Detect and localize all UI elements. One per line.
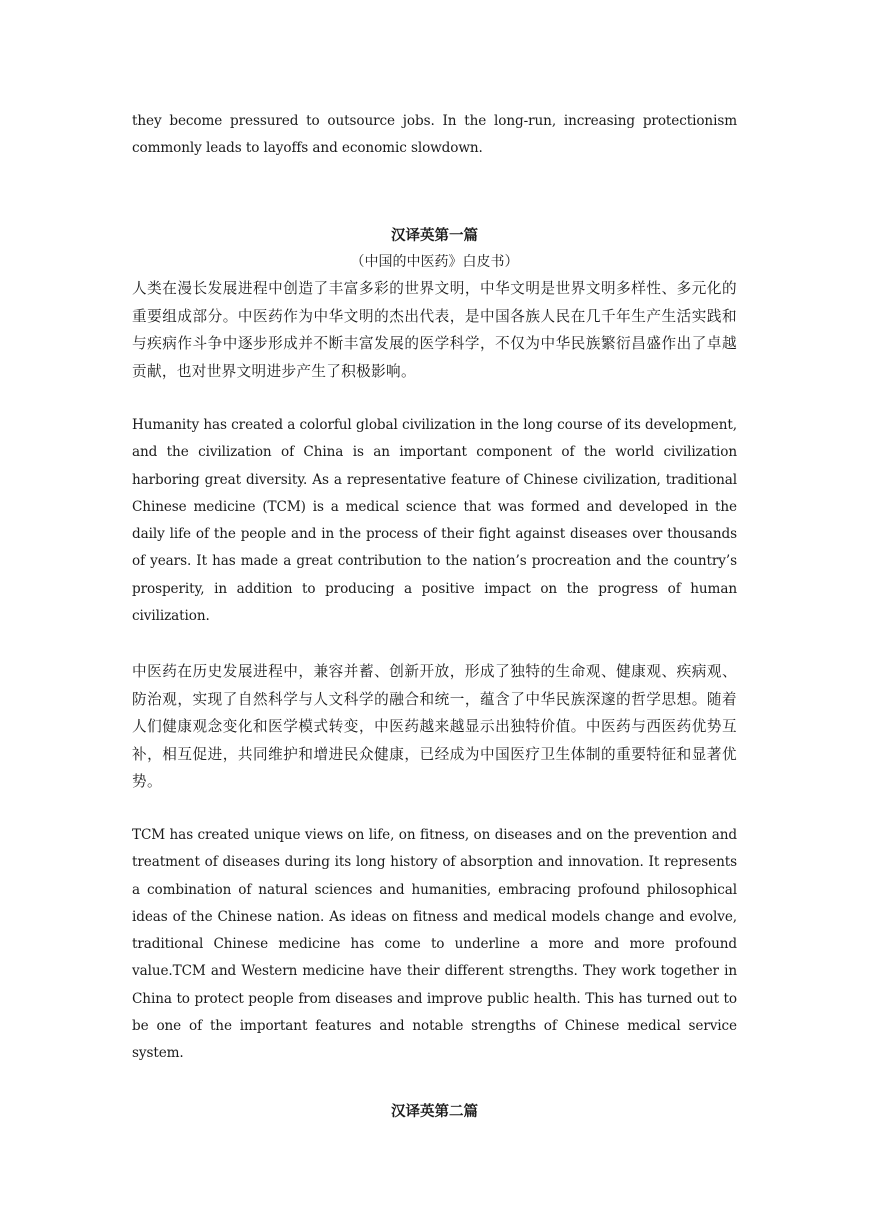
section-1-en-paragraph-2: TCM has created unique views on life, on fitness, on diseases and on the prevention and treatment of diseases during its long history of absorption and innovation. It represents a combination of natural sciences and humanities, embracing profound philosophical ideas of the Chinese nation. As ideas on fitness and medical models change and evolve, traditional Chinese medicine has come to underline a more and more profound value.TCM and Western medicine have their different strengths. They work together in China to protect people from diseases and improve public health. This has turned out to be one of the important features and notable strengths of Chinese medical service system. <box>132 827 737 1062</box>
intro-paragraph: they become pressured to outsource jobs. In the long-run, increasing protectionism commonly leads to layoffs and economic slowdown. <box>132 113 737 157</box>
section-1-subtitle: （中国的中医药》白皮书） <box>350 254 519 270</box>
section-1-en-paragraph-1: Humanity has created a colorful global civilization in the long course of its development, and the civilization of China is an important component of the world civilization harboring great diversity. As a representative feature of Chinese civilization, traditional Chinese medicine (TCM) is a medical science that was formed and developed in the daily life of the people and in the process of their fight against diseases over thousands of years. It has made a great contribution to the nation’s procreation and the country’s prosperity, in addition to producing a positive impact on the progress of human civilization. <box>132 417 737 625</box>
section-2-title: 汉译英第二篇 <box>391 1104 478 1120</box>
section-1-zh-paragraph-2: 中医药在历史发展进程中，兼容并蓄、创新开放，形成了独特的生命观、健康观、疾病观、防治观，实现了自然科学与人文科学的融合和统一，蕴含了中华民族深邃的哲学思想。随着人们健康观念变化和医学模式转变，中医药越来越显示出独特价值。中医药与西医药优势互补，相互促进，共同维护和增进民众健康，已经成为中国医疗卫生体制的重要特征和显著优势。 <box>132 663 737 790</box>
section-1-title: 汉译英第一篇 <box>391 228 478 244</box>
section-1-zh-paragraph-1: 人类在漫长发展进程中创造了丰富多彩的世界文明，中华文明是世界文明多样性、多元化的重要组成部分。中医药作为中华文明的杰出代表，是中国各族人民在几千年生产生活实践和与疾病作斗争中逐步形成并不断丰富发展的医学科学，不仅为中华民族繁衍昌盛作出了卓越贡献，也对世界文明进步产生了积极影响。 <box>132 280 737 380</box>
